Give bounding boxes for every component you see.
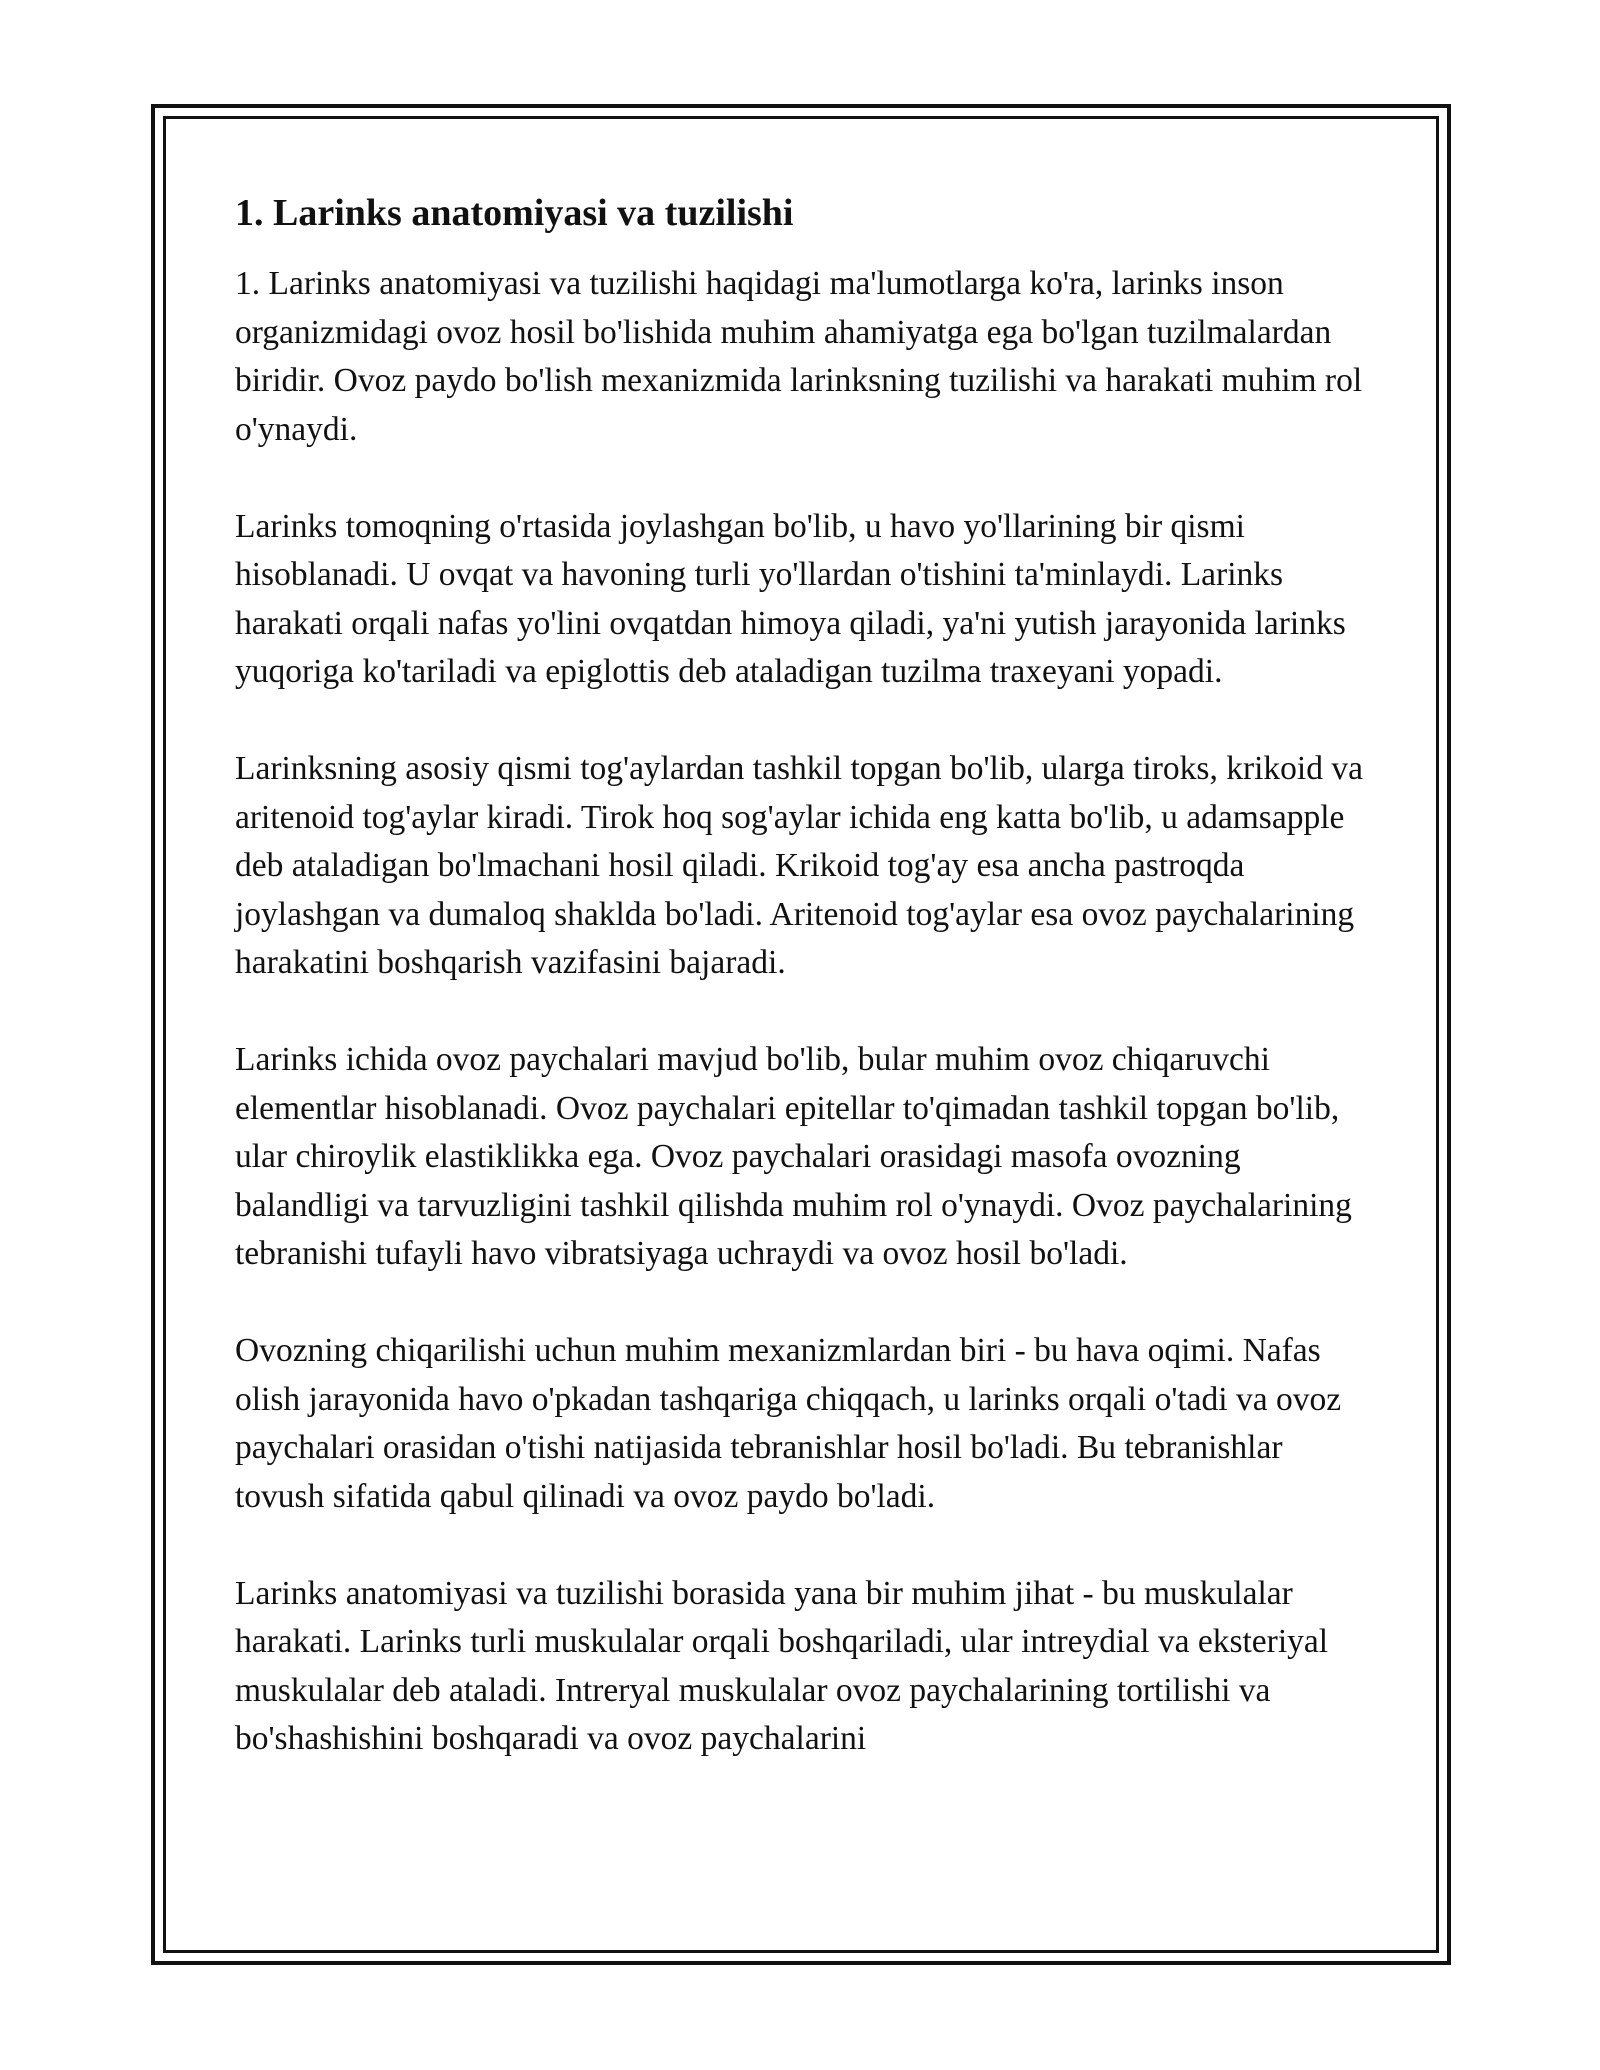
document-content bbox=[235, 188, 1370, 1812]
paragraph-3: Larinksning asosiy qismi tog'aylardan tashkil topgan bo'lib, ularga tiroks, krikoid va aritenoid tog'aylar kiradi. Tirok hoq sog'aylar ichida eng katta bo'lib, u adamsapple deb ataladigan bo'lmachani hosil qiladi. Krikoid tog'ay esa ancha pastroqda joylashgan va dumaloq shaklda bo'ladi. Aritenoid tog'aylar esa ovoz paychalarining harakatini boshqarish vazifasini bajaradi. bbox=[235, 750, 1363, 981]
section-title: 1. Larinks anatomiyasi va tuzilishi bbox=[235, 192, 794, 234]
paragraph-1: 1. Larinks anatomiyasi va tuzilishi haqidagi ma'lumotlarga ko'ra, larinks inson organizmidagi ovoz hosil bo'lishida muhim ahamiyatga ega bo'lgan tuzilmalardan biridir. Ovoz paydo bo'lish mexanizmida larinksning tuzilishi va harakati muhim rol o'ynaydi. bbox=[235, 265, 1363, 448]
paragraph-6: Larinks anatomiyasi va tuzilishi borasida yana bir muhim jihat - bu muskulalar harakati. Larinks turli muskulalar orqali boshqariladi, ular intreydial va eksteriyal muskulalar deb ataladi. Intreryal muskulalar ovoz paychalarining tortilishi va bo'shashishini boshqaradi va ovoz paychalarini bbox=[235, 1574, 1329, 1757]
paragraph-4: Larinks ichida ovoz paychalari mavjud bo'lib, bular muhim ovoz chiqaruvchi elementlar hisoblanadi. Ovoz paychalari epitellar to'qimadan tashkil topgan bo'lib, ular chiroylik elastiklikka ega. Ovoz paychalari orasidagi masofa ovozning balandligi va tarvuzligini tashkil qilishda muhim rol o'ynaydi. Ovoz paychalarining tebranishi tufayli havo vibratsiyaga uchraydi va ovoz hosil bo'ladi. bbox=[235, 1041, 1352, 1272]
paragraph-5: Ovozning chiqarilishi uchun muhim mexanizmlardan biri - bu hava oqimi. Nafas olish jarayonida havo o'pkadan tashqariga chiqqach, u larinks orqali o'tadi va ovoz paychalari orasidan o'tishi natijasida tebranishlar hosil bo'ladi. Bu tebranishlar tovush sifatida qabul qilinadi va ovoz paydo bo'ladi. bbox=[235, 1332, 1342, 1515]
paragraph-2: Larinks tomoqning o'rtasida joylashgan bo'lib, u havo yo'llarining bir qismi hisoblanadi. U ovqat va havoning turli yo'llardan o'tishini ta'minlaydi. Larinks harakati orqali nafas yo'lini ovqatdan himoya qiladi, ya'ni yutish jarayonida larinks yuqoriga ko'tariladi va epiglottis deb ataladigan tuzilma traxeyani yopadi. bbox=[235, 507, 1346, 690]
